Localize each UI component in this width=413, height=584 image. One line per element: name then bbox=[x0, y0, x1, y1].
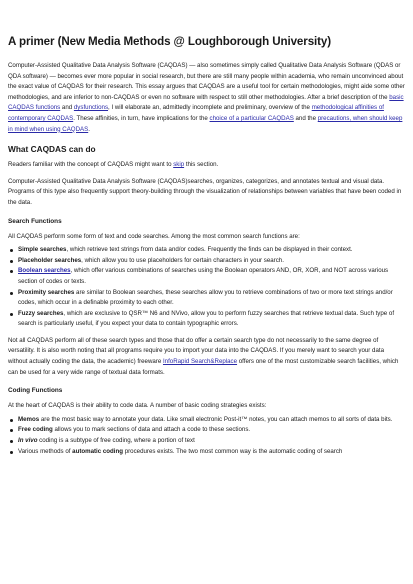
search-note-paragraph: Not all CAQDAS perform all of these search types and those that do offer a certain search type do not necessarily to the same degree of versatility. It is also worth noting that all programs require you to import your data into the CAQDAS. If you merely want to search your data without actually coding the data, the academic) freeware InfoRapid Search&Replace offers one of the most customizable search facilities, which can be used for a very wide range of textual data formats. bbox=[8, 336, 399, 376]
caqdas-description-paragraph: Computer-Assisted Qualitative Data Analysis Software (CAQDAS)searches, organizes, categorizes, and annotates textual and visual data. Programs of this type also frequently support theory-building through the visualization of relationships between variables that have been coded in the data. bbox=[8, 177, 402, 206]
methodological-affinities-link[interactable]: methodological affinities of contemporary CAQDAS bbox=[8, 104, 384, 122]
inforapid-link[interactable]: InfoRapid Search&Replace bbox=[162, 358, 238, 366]
list-item: In vivo coding is a subtype of free coding, where a portion of text bbox=[18, 436, 405, 447]
coding-lead-paragraph: At the heart of CAQDAS is their ability to code data. A number of basic coding strategies exists: bbox=[8, 402, 267, 410]
list-item: Boolean searches, which offer various combinations of searches using the Boolean operators AND, OR, XOR, and NOT across various section of codes or texts. bbox=[18, 266, 405, 287]
choice-of-caqdas-link[interactable]: choice of a particular CAQDAS bbox=[209, 114, 294, 122]
list-item: Memos are the most basic way to annotate your data. Like small electronic Post-it™ notes, you can attach memos to all sorts of data bits. bbox=[18, 415, 405, 426]
coding-functions-list bbox=[8, 415, 405, 457]
dysfunctions-link[interactable]: dysfunctions bbox=[73, 104, 109, 112]
skip-link[interactable]: skip bbox=[173, 161, 185, 169]
basic-caqdas-functions-link[interactable]: basic CAQDAS functions bbox=[8, 93, 404, 112]
list-item: Various methods of automatic coding procedures exists. The two most common way is the automatic coding of search bbox=[18, 447, 405, 458]
search-functions-heading: Search Functions bbox=[8, 217, 62, 225]
list-item: Free coding allows you to mark sections of data and attach a code to these sections. bbox=[18, 425, 405, 436]
coding-functions-heading: Coding Functions bbox=[8, 387, 63, 395]
search-lead-paragraph: All CAQDAS perform some form of text and code searches. Among the most common search functions are: bbox=[8, 232, 300, 240]
list-item: Proximity searches are similar to Boolean searches, these searches allow you to retrieve combinations of two or more text strings and/or codes, which occur in a definable proximity to each other. bbox=[18, 288, 405, 309]
search-functions-list bbox=[8, 245, 405, 330]
list-item: Simple searches, which retrieve text strings from data and/or codes. Frequently the finds can be displayed in their context. bbox=[18, 245, 405, 256]
section-heading-what-caqdas-can-do: What CAQDAS can do bbox=[8, 144, 96, 155]
boolean-searches-link[interactable]: Boolean searches bbox=[18, 267, 71, 275]
list-item: Fuzzy searches, which are exclusive to QSR™ N6 and NVivo, allow you to perform fuzzy searches that retrieve textual data. Such type of search is particularly useful, if you expect your data to contain typographic errors. bbox=[18, 309, 405, 330]
intro-paragraph: Computer-Assisted Qualitative Data Analysis Software (CAQDAS) — also sometimes simply called Qualitative Data Analysis Software (QDAS or QDA software) — becomes ever more popular in social research, but there are still many people within academia, who remain unconvinced about the exact value of CAQDAS for their research. This essay argues that CAQDAS are a useful tool for certain methodologies, might aide some other methodologies, and are inferior to non-CAQDAS or even no software with respect to still other methodologies. After a brief description of the basic CAQDAS functions and dysfunctions, I will elaborate an, admittedly incomplete and preliminary, overview of the methodological affinities of contemporary CAQDAS. These affinities, in turn, have implications for the choice of a particular CAQDAS and the precautions, when should keep in mind when using CAQDAS. bbox=[8, 62, 405, 133]
page-title: A primer (New Media Methods @ Loughborough University) bbox=[8, 35, 332, 48]
precautions-link[interactable]: precautions, when should keep in mind when using CAQDAS bbox=[8, 114, 403, 133]
list-item: Placeholder searches, which allow you to use placeholders for certain characters in your search. bbox=[18, 256, 405, 267]
skip-paragraph: Readers familiar with the concept of CAQDAS might want to skip this section. bbox=[8, 161, 219, 169]
